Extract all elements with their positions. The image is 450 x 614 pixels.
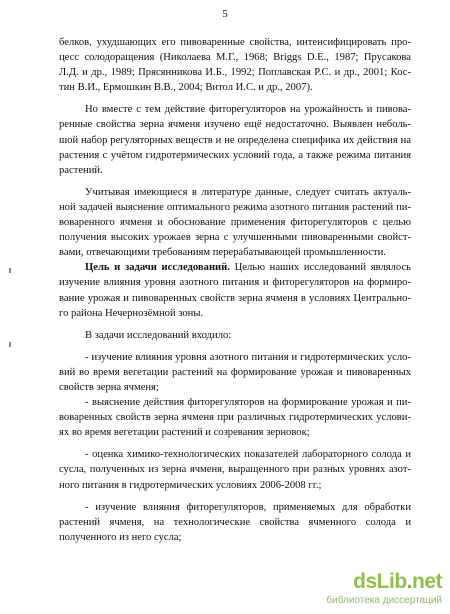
- list-item-line: - изучение влияния фиторегуляторов, применяемых для обработки: [85, 501, 411, 513]
- text-line: ях во время вегетации растений и созревания зерновок;: [59, 427, 310, 439]
- watermark: [316, 570, 442, 610]
- text-line: Но вместе с тем действие фиторегуляторов на урожайность и пивова-: [85, 104, 411, 116]
- text-fragment: Целью наших исследований являлось: [229, 262, 411, 274]
- text-line: свойств зерна ячменя;: [59, 381, 159, 393]
- text-line: растений ячменя, на технологические свойства ячменного солода и: [59, 516, 411, 528]
- text-line: ного питания в гидротермических условиях 2006-2008 гг.;: [59, 479, 322, 491]
- text-line: белков, ухудшающих его пивоваренные свойства, интенсифицировать про-: [59, 37, 411, 48]
- section-heading-line: [59, 260, 411, 275]
- text-line: тин В.И., Ермошкин В.В., 2004; Витол И.С. и др., 2007).: [59, 82, 313, 94]
- text-line: шой набор регуляторных веществ и не определена специфика их действия на: [59, 134, 411, 146]
- text-line: сусла, полученных из зерна ячменя, выращенного при разных уровнях азот-: [59, 464, 411, 476]
- logo-main: dsLib: [353, 570, 407, 593]
- text-line: изучение влияния уровня азотного питания и фиторегуляторов на формиро-: [59, 277, 411, 289]
- text-line: Учитывая имеющиеся в литературе данные, следует считать актуаль-: [85, 186, 411, 198]
- text-line: получения высоких урожаев зерна с улучшенными пивоваренными свойст-: [59, 232, 411, 244]
- text-line: Л.Д. и др., 1989; Прясянникова И.Б., 1992; Поплавская Р.С. и др., 2001; Кос-: [59, 67, 411, 79]
- logo-tld: net: [412, 570, 442, 593]
- text-line: вание урожая и пивоваренных свойств зерна ячменя в условиях Центрально-: [59, 292, 411, 304]
- text-line: растений.: [59, 164, 103, 176]
- document-body: [59, 35, 411, 545]
- logo-dot: .: [406, 570, 412, 593]
- text-line: вий во время вегетации растений на формирование урожая и пивоваренных: [59, 366, 411, 378]
- section-heading: Цель и задачи исследований.: [85, 262, 230, 274]
- text-line: полученного из него сусла;: [59, 531, 182, 543]
- margin-mark: [9, 268, 11, 273]
- margin-mark: [9, 342, 11, 347]
- text-line: воваренного ячменя и обоснование применения фиторегуляторов с целью: [59, 217, 411, 229]
- text-line: ной задачей выяснение оптимального режима азотного питания растений пи-: [59, 201, 411, 213]
- text-line: цесс солодоращения (Николаева М.Г., 1968; Briggs D.E., 1987; Прусакова: [59, 52, 411, 64]
- list-item-line: - оценка химико-технологических показателей лабораторного солода и: [85, 449, 411, 461]
- text-line: В задачи исследований входило:: [85, 329, 232, 341]
- list-item-line: - выяснение действия фиторегуляторов на формирование урожая и пи-: [85, 397, 411, 409]
- text-line: го района Нечернозёмной зоны.: [59, 307, 204, 319]
- text-line: воваренных свойств зерна ячменя при различных гидротермических услови-: [59, 412, 411, 424]
- list-item-line: - изучение влияния уровня азотного питания и гидротермических усло-: [85, 351, 411, 363]
- watermark-logo: [353, 570, 442, 594]
- text-line: растения с учётом гидротермических условий года, а также режима питания: [59, 149, 411, 161]
- watermark-subtitle: библиотека диссертаций: [326, 595, 442, 606]
- text-line: ренные свойства зерна ячменя изучено ещё недостаточно. Выявлен неболь-: [59, 119, 411, 131]
- text-line: вами, отвечающими требованиям перерабатывающей промышленности.: [59, 247, 386, 259]
- page-number: 5: [222, 8, 228, 20]
